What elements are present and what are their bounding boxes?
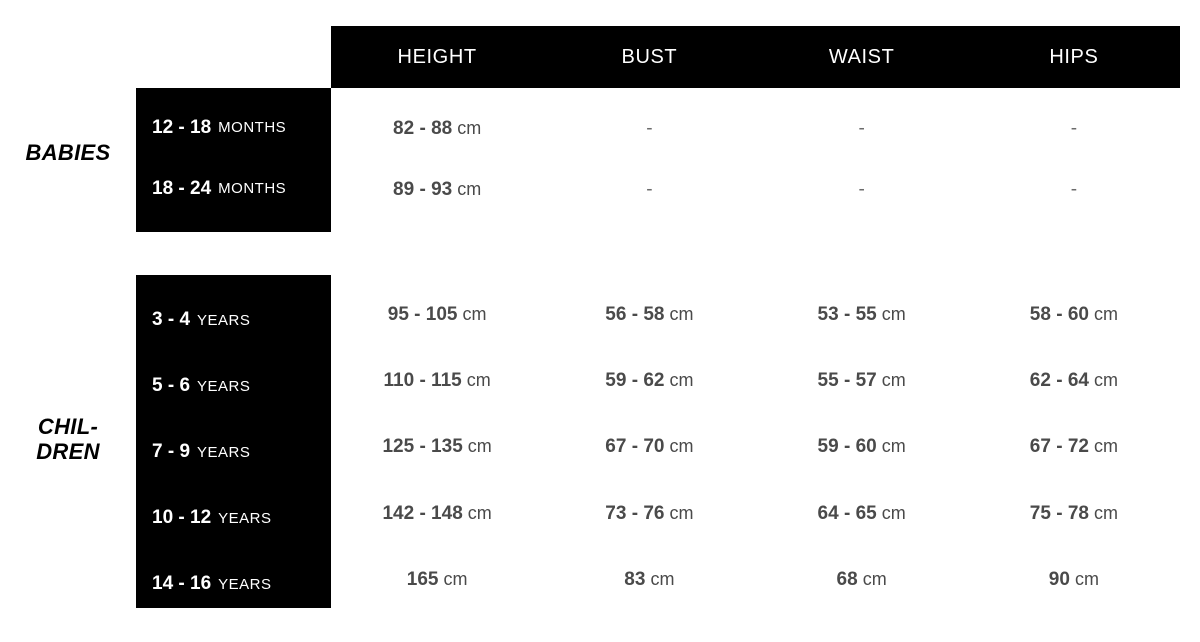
cell-value: 95 - 105 xyxy=(387,304,458,325)
cell-unit: cm xyxy=(862,569,887,589)
cell-unit: cm xyxy=(881,370,906,390)
cell-hips xyxy=(968,370,1180,392)
cell-value: 73 - 76 xyxy=(605,503,665,524)
cell-value: 67 - 72 xyxy=(1029,436,1089,457)
column-header-hips: HIPS xyxy=(1049,45,1099,68)
cell-value: 59 - 60 xyxy=(817,436,877,457)
cell-height xyxy=(331,569,543,591)
cell-hips xyxy=(968,436,1180,458)
cell-value: 125 - 135 xyxy=(382,436,463,457)
cell-value: 68 xyxy=(836,569,858,590)
cell-waist xyxy=(756,304,968,326)
cell-value: - xyxy=(1070,179,1078,200)
age-range: 5 - 6 xyxy=(152,375,191,396)
cell-value: 59 - 62 xyxy=(605,370,665,391)
cell-waist xyxy=(756,503,968,525)
cell-unit: cm xyxy=(1093,503,1118,523)
cell-value: 110 - 115 xyxy=(383,370,462,391)
cell-unit: cm xyxy=(650,569,675,589)
age-range: 14 - 16 xyxy=(152,573,212,594)
cell-unit: cm xyxy=(669,503,694,523)
column-header-height: HEIGHT xyxy=(397,45,477,68)
age-range: 3 - 4 xyxy=(152,309,191,330)
cell-bust xyxy=(543,304,755,326)
cell-waist xyxy=(756,179,968,201)
cell-value: 56 - 58 xyxy=(605,304,665,325)
age-unit: YEARS xyxy=(197,377,251,395)
cell-height xyxy=(331,370,543,392)
age-row xyxy=(136,353,331,419)
age-range: 18 - 24 xyxy=(152,177,212,199)
cell-value: 82 - 88 xyxy=(393,118,453,139)
age-unit: YEARS xyxy=(197,443,251,461)
cell-hips xyxy=(968,304,1180,326)
cell-unit: cm xyxy=(881,436,906,456)
group-label-children xyxy=(0,414,136,465)
cell-unit: cm xyxy=(669,436,694,456)
table-row xyxy=(331,497,1180,531)
table-row xyxy=(331,173,1180,207)
age-row xyxy=(136,485,331,551)
age-unit: YEARS xyxy=(218,509,272,527)
cell-height xyxy=(331,436,543,458)
cell-unit: cm xyxy=(881,304,906,324)
column-header-bust: BUST xyxy=(621,45,678,68)
table-row xyxy=(331,563,1180,597)
cell-bust xyxy=(543,436,755,458)
cell-bust xyxy=(543,503,755,525)
cell-unit: cm xyxy=(1093,370,1118,390)
cell-unit: cm xyxy=(457,179,482,199)
cell-unit: cm xyxy=(462,304,487,324)
cell-waist xyxy=(756,370,968,392)
cell-value: - xyxy=(858,118,865,139)
cell-unit: cm xyxy=(466,370,491,390)
cell-value: 64 - 65 xyxy=(817,503,877,524)
cell-waist xyxy=(756,436,968,458)
age-range: 10 - 12 xyxy=(152,507,212,528)
table-row xyxy=(331,364,1180,398)
group-label-line-2: DREN xyxy=(36,439,100,465)
age-row xyxy=(136,551,331,617)
cell-height xyxy=(331,503,543,525)
cell-hips xyxy=(968,179,1180,201)
age-row xyxy=(136,419,331,485)
cell-value: - xyxy=(646,179,653,200)
column-header-waist: WAIST xyxy=(828,45,895,68)
age-unit: YEARS xyxy=(197,311,251,329)
table-row xyxy=(331,430,1180,464)
cell-value: 53 - 55 xyxy=(817,304,877,325)
age-range: 7 - 9 xyxy=(152,441,191,462)
cell-value: 58 - 60 xyxy=(1029,304,1089,325)
cell-unit: cm xyxy=(1093,304,1118,324)
cell-waist xyxy=(756,569,968,591)
age-column-babies xyxy=(136,88,331,232)
age-unit: MONTHS xyxy=(218,180,287,197)
age-range: 12 - 18 xyxy=(152,116,212,138)
cell-unit: cm xyxy=(443,569,468,589)
cell-value: 83 xyxy=(624,569,646,590)
age-row xyxy=(136,158,331,219)
cell-value: 55 - 57 xyxy=(817,370,877,391)
age-column-children xyxy=(136,275,331,608)
cell-value: 62 - 64 xyxy=(1029,370,1089,391)
cell-value: 75 - 78 xyxy=(1029,503,1089,524)
cell-value: - xyxy=(646,118,653,139)
cell-unit: cm xyxy=(467,436,492,456)
group-label-line-1: CHIL- xyxy=(37,414,99,439)
cell-value: - xyxy=(1070,118,1078,139)
cell-value: 142 - 148 xyxy=(382,503,463,524)
cell-unit: cm xyxy=(1093,436,1118,456)
cell-value: - xyxy=(858,179,865,200)
cell-height xyxy=(331,118,543,140)
cell-bust xyxy=(543,118,755,140)
cell-unit: cm xyxy=(669,304,694,324)
cell-bust xyxy=(543,569,755,591)
cell-unit: cm xyxy=(881,503,906,523)
cell-height xyxy=(331,179,543,201)
cell-value: 67 - 70 xyxy=(605,436,665,457)
age-unit: YEARS xyxy=(218,575,272,593)
cell-unit: cm xyxy=(1074,569,1099,589)
cell-bust xyxy=(543,370,755,392)
cell-bust xyxy=(543,179,755,201)
age-row xyxy=(136,97,331,158)
age-row xyxy=(136,287,331,353)
cell-value: 89 - 93 xyxy=(393,179,453,200)
cell-height xyxy=(331,304,543,326)
cell-hips xyxy=(968,503,1180,525)
cell-value: 90 xyxy=(1048,569,1070,590)
cell-unit: cm xyxy=(467,503,492,523)
table-row xyxy=(331,112,1180,146)
cell-hips xyxy=(968,569,1180,591)
group-label-babies: BABIES xyxy=(25,140,111,165)
cell-hips xyxy=(968,118,1180,140)
cell-unit: cm xyxy=(457,118,482,138)
cell-waist xyxy=(756,118,968,140)
age-unit: MONTHS xyxy=(218,119,287,136)
cell-value: 165 xyxy=(406,569,439,590)
table-row xyxy=(331,298,1180,332)
table-header xyxy=(331,26,1180,88)
cell-unit: cm xyxy=(669,370,694,390)
